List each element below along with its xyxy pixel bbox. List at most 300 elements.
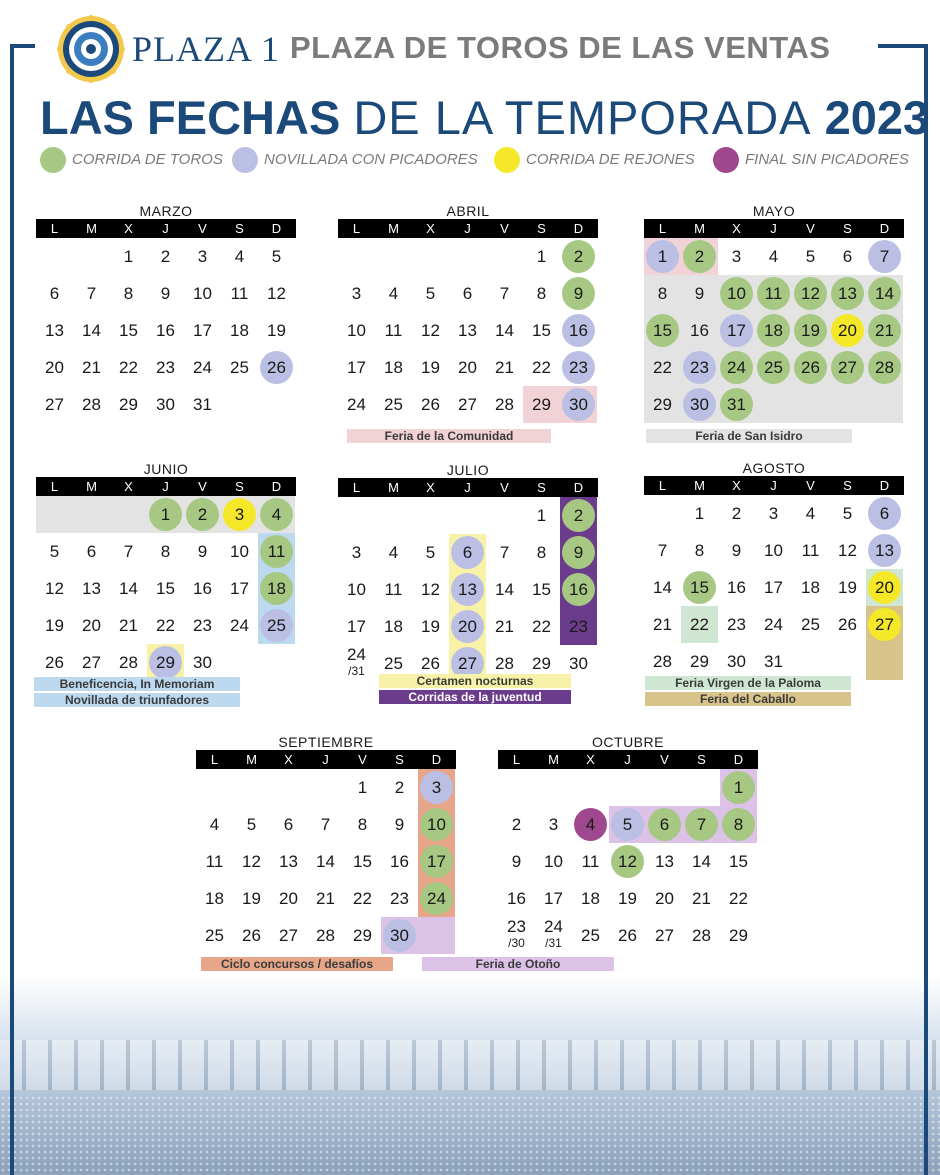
day-number: 13 [875,541,894,560]
weekday-label: X [426,221,435,236]
day-number: 17 [193,321,212,340]
day-number: 12 [618,852,637,871]
day-number: 26 [421,395,440,414]
day-number: 22 [532,358,551,377]
day-number: 24 [193,358,212,377]
bullring-arches [0,1040,940,1090]
weekday-label: D [733,752,744,767]
day-number: 8 [160,542,171,561]
day-number: 16 [569,580,588,599]
weekday-label: L [50,479,59,494]
day-number: 3 [351,543,362,562]
day-number: 14 [692,852,711,871]
day-number: 29 [532,395,551,414]
day-number: 19 [242,889,261,908]
day-number: 11 [205,852,224,871]
day-number: 6 [842,247,853,266]
feria-label: Ciclo concursos / desafíos [201,957,393,971]
day-number: 15 [690,578,709,597]
weekday-label: J [770,221,777,236]
weekday-header [644,219,904,238]
day-number: 22 [532,617,551,636]
weekday-label: V [358,752,367,767]
frame-left-border [10,44,14,1175]
day-number: 22 [653,358,672,377]
day-number: 10 [347,580,366,599]
weekday-label: X [586,752,595,767]
day-number: 10 [347,321,366,340]
day-number: 29 [653,395,672,414]
day-number: 7 [879,247,890,266]
day-number: 27 [655,926,674,945]
day-number: 8 [733,815,744,834]
day-number: 20 [655,889,674,908]
day-number: 28 [316,926,335,945]
day-number: 12 [267,284,286,303]
month-days [338,238,598,428]
weekday-label: J [464,221,471,236]
day-number: 8 [694,541,705,560]
day-number: 2 [573,247,584,266]
day-number: 16 [727,578,746,597]
feria-highlight [792,386,829,423]
weekday-header [498,750,758,769]
month-days [644,238,904,428]
day-number: 23 [390,889,409,908]
day-number: 27 [458,654,477,673]
weekday-label: M [388,221,399,236]
month-name: MARZO [139,203,193,219]
day-number: 17 [347,617,366,636]
weekday-label: S [235,479,244,494]
day-number: 27 [279,926,298,945]
feria-label: Certamen nocturnas [379,674,571,688]
day-number: 7 [499,543,510,562]
legend-dot-icon [494,147,520,173]
day-number: 8 [536,543,547,562]
day-number-alt: /31 [545,936,562,950]
day-number: 10 [193,284,212,303]
day-number: 15 [729,852,748,871]
feria-label: Corridas de la juventud [379,690,571,704]
day-number: 11 [384,321,403,340]
weekday-label: M [86,221,97,236]
day-number: 19 [267,321,286,340]
day-number: 4 [234,247,245,266]
crowd-texture [0,1095,940,1175]
month-calendar-mayo [644,203,904,443]
day-number: 19 [838,578,857,597]
day-number: 13 [458,580,477,599]
day-number: 9 [573,543,584,562]
day-number: 14 [119,579,138,598]
month-calendar-agosto [644,460,904,706]
weekday-label: D [573,221,584,236]
day-number: 21 [495,358,514,377]
feria-label: Novillada de triunfadores [34,693,240,707]
day-number: 11 [764,284,783,303]
feria-highlight [36,496,73,533]
day-number: 6 [283,815,294,834]
feria-highlight [755,386,792,423]
day-number: 9 [160,284,171,303]
day-number: 12 [801,284,820,303]
weekday-label: X [426,480,435,495]
day-number: 30 [569,395,588,414]
day-number: 4 [805,504,816,523]
day-number-alt: /31 [348,664,365,678]
day-number: 19 [801,321,820,340]
day-number: 19 [421,358,440,377]
feria-highlight [73,496,110,533]
day-number: 25 [384,654,403,673]
day-number: 13 [82,579,101,598]
day-number: 15 [119,321,138,340]
day-number: 7 [499,284,510,303]
month-calendar-marzo [36,203,296,428]
weekday-label: V [500,221,509,236]
day-number: 28 [495,654,514,673]
day-number: 22 [156,616,175,635]
weekday-label: D [271,221,282,236]
day-number: 30 [156,395,175,414]
day-number: 5 [271,247,282,266]
weekday-label: V [500,480,509,495]
day-number: 13 [655,852,674,871]
day-number: 25 [384,395,403,414]
month-name: AGOSTO [742,460,806,476]
weekday-header [36,477,296,496]
day-number: 24 /31 [535,917,572,954]
day-number: 23 [156,358,175,377]
day-number: 14 [875,284,894,303]
weekday-label: L [658,478,667,493]
day-number: 21 [316,889,335,908]
weekday-label: J [162,479,169,494]
legend-dot-icon [40,147,66,173]
day-number: 19 [618,889,637,908]
day-number: 27 [458,395,477,414]
day-number: 14 [495,580,514,599]
month-calendar-abril [338,203,598,443]
day-number: 18 [801,578,820,597]
day-number: 26 [267,358,286,377]
day-number: 2 [197,505,208,524]
day-number: 12 [242,852,261,871]
day-number: 28 [875,358,894,377]
day-number: 24 [347,395,366,414]
day-number: 28 [692,926,711,945]
day-number: 18 [384,617,403,636]
month-days [196,769,456,959]
day-number: 12 [45,579,64,598]
weekday-label: L [512,752,521,767]
weekday-label: J [464,480,471,495]
day-number: 17 [230,579,249,598]
day-number: 1 [657,247,668,266]
legend-label: NOVILLADA CON PICADORES [264,151,478,168]
day-number: 4 [209,815,220,834]
day-number: 1 [160,505,171,524]
day-number: 26 [242,926,261,945]
feria-label: Feria de San Isidro [646,429,852,443]
day-number: 5 [805,247,816,266]
day-number: 20 [458,617,477,636]
feria-highlight [418,917,455,954]
month-days [644,495,904,685]
feria-label: Beneficencia, In Memoriam [34,677,240,691]
title-part-2: DE LA TEMPORADA [353,91,812,144]
day-number: 27 [838,358,857,377]
day-number: 4 [388,543,399,562]
weekday-label: J [162,221,169,236]
day-number: 16 [507,889,526,908]
month-days [498,769,758,959]
weekday-header [196,750,456,769]
day-number: 24 [427,889,446,908]
day-number: 9 [694,284,705,303]
weekday-label: D [879,221,890,236]
day-number: 6 [86,542,97,561]
legend-dot-icon [713,147,739,173]
weekday-label: J [322,752,329,767]
day-number: 21 [653,615,672,634]
day-number: 19 [45,616,64,635]
day-number: 3 [197,247,208,266]
day-number: 2 [731,504,742,523]
day-number: 29 [156,653,175,672]
month-name: OCTUBRE [592,734,664,750]
day-number: 22 [690,615,709,634]
weekday-label: L [50,221,59,236]
weekday-label: M [694,478,705,493]
day-number: 16 [569,321,588,340]
frame-right-border [924,44,928,1175]
day-number: 24 [230,616,249,635]
day-number: 5 [49,542,60,561]
day-number: 11 [581,852,600,871]
day-number: 30 [727,652,746,671]
weekday-label: X [732,221,741,236]
day-number: 2 [160,247,171,266]
day-number: 9 [511,852,522,871]
weekday-label: X [284,752,293,767]
feria-label: Feria Virgen de la Paloma [645,676,851,690]
day-number: 7 [657,541,668,560]
day-number: 8 [657,284,668,303]
brand-name: PLAZA 1 [132,29,281,69]
day-number: 17 [727,321,746,340]
weekday-label: J [770,478,777,493]
weekday-label: S [235,221,244,236]
day-number: 2 [511,815,522,834]
day-number: 21 [692,889,711,908]
weekday-label: L [210,752,219,767]
month-name: JULIO [446,462,490,478]
day-number: 17 [347,358,366,377]
day-number: 10 [230,542,249,561]
day-number: 23 [727,615,746,634]
day-number: 2 [573,506,584,525]
weekday-header [338,219,598,238]
day-number: 6 [49,284,60,303]
day-number: 21 [82,358,101,377]
legend-label: CORRIDA DE REJONES [526,151,695,168]
weekday-label: M [694,221,705,236]
day-number: 15 [353,852,372,871]
weekday-label: X [124,221,133,236]
day-number: 26 [421,654,440,673]
day-number: 13 [45,321,64,340]
plaza1-logo-icon [56,14,126,84]
day-number: 30 [193,653,212,672]
day-number: 19 [421,617,440,636]
day-number: 17 [427,852,446,871]
day-number: 13 [279,852,298,871]
day-number: 7 [86,284,97,303]
day-number: 25 [230,358,249,377]
day-number: 7 [696,815,707,834]
day-number: 29 [119,395,138,414]
day-number: 18 [581,889,600,908]
day-number: 21 [119,616,138,635]
day-number: 18 [267,579,286,598]
legend-label: CORRIDA DE TOROS [72,151,223,168]
day-number: 11 [384,580,403,599]
day-number: 18 [764,321,783,340]
day-number: 9 [731,541,742,560]
day-number: 23 [569,358,588,377]
weekday-label: V [660,752,669,767]
month-days [36,496,296,686]
weekday-label: S [697,752,706,767]
day-number: 12 [421,580,440,599]
feria-label: Feria de Otoño [422,957,614,971]
day-number: 31 [727,395,746,414]
day-number: 25 [764,358,783,377]
day-number: 10 [544,852,563,871]
month-name: ABRIL [446,203,490,219]
day-number: 17 [544,889,563,908]
day-number: 21 [875,321,894,340]
weekday-label: V [198,479,207,494]
day-number: 1 [536,247,547,266]
day-number: 11 [801,541,820,560]
day-number: 26 [45,653,64,672]
day-number: 25 [205,926,224,945]
day-number: 28 [119,653,138,672]
legend-label: FINAL SIN PICADORES [745,151,909,168]
day-number: 3 [731,247,742,266]
weekday-label: X [124,479,133,494]
weekday-label: D [431,752,442,767]
month-calendar-junio [36,461,296,707]
day-number: 3 [431,778,442,797]
frame-top-right-border [878,44,928,48]
day-number: 24 [764,615,783,634]
frame-top-left-border [10,44,35,48]
day-number: 12 [838,541,857,560]
day-number: 5 [246,815,257,834]
feria-highlight [866,386,903,423]
day-number: 21 [495,617,514,636]
day-number: 29 [353,926,372,945]
day-number: 25 [267,616,286,635]
weekday-label: S [843,221,852,236]
day-number: 4 [271,505,282,524]
day-number: 16 [156,321,175,340]
day-number: 13 [458,321,477,340]
day-number: 20 [45,358,64,377]
day-number: 24 [727,358,746,377]
day-number: 1 [357,778,368,797]
day-number: 25 [801,615,820,634]
feria-highlight [829,386,866,423]
day-number: 7 [123,542,134,561]
day-number: 16 [193,579,212,598]
day-number: 9 [573,284,584,303]
feria-label: Feria de la Comunidad [347,429,551,443]
day-number: 11 [230,284,249,303]
day-number: 22 [353,889,372,908]
day-number: 13 [838,284,857,303]
weekday-label: V [806,478,815,493]
page-title [40,90,929,145]
day-number: 27 [875,615,894,634]
feria-highlight [110,496,147,533]
day-number: 5 [425,543,436,562]
day-number: 8 [536,284,547,303]
legend-dot-icon [232,147,258,173]
weekday-label: L [352,480,361,495]
month-calendar-octubre [498,734,758,959]
day-number: 6 [462,284,473,303]
day-number: 12 [421,321,440,340]
day-number: 10 [727,284,746,303]
weekday-label: M [86,479,97,494]
day-number: 26 [838,615,857,634]
day-number: 15 [532,580,551,599]
weekday-label: D [271,479,282,494]
day-number: 27 [45,395,64,414]
day-number: 23 [193,616,212,635]
day-number: 5 [425,284,436,303]
feria-label: Feria del Caballo [645,692,851,706]
weekday-label: M [246,752,257,767]
day-number: 4 [585,815,596,834]
weekday-label: D [879,478,890,493]
day-number: 31 [764,652,783,671]
weekday-header [338,478,598,497]
day-number: 14 [495,321,514,340]
day-number: 7 [320,815,331,834]
page-subtitle: PLAZA DE TOROS DE LAS VENTAS [290,30,831,65]
weekday-label: D [573,480,584,495]
day-number: 30 [569,654,588,673]
day-number: 17 [764,578,783,597]
day-number: 3 [768,504,779,523]
day-number: 8 [123,284,134,303]
day-number: 16 [690,321,709,340]
month-name: JUNIO [143,461,189,477]
day-number: 20 [279,889,298,908]
title-part-1: LAS FECHAS [40,91,341,144]
day-number: 20 [875,578,894,597]
day-number: 30 [390,926,409,945]
day-number: 22 [119,358,138,377]
day-number: 14 [653,578,672,597]
day-number: 15 [532,321,551,340]
